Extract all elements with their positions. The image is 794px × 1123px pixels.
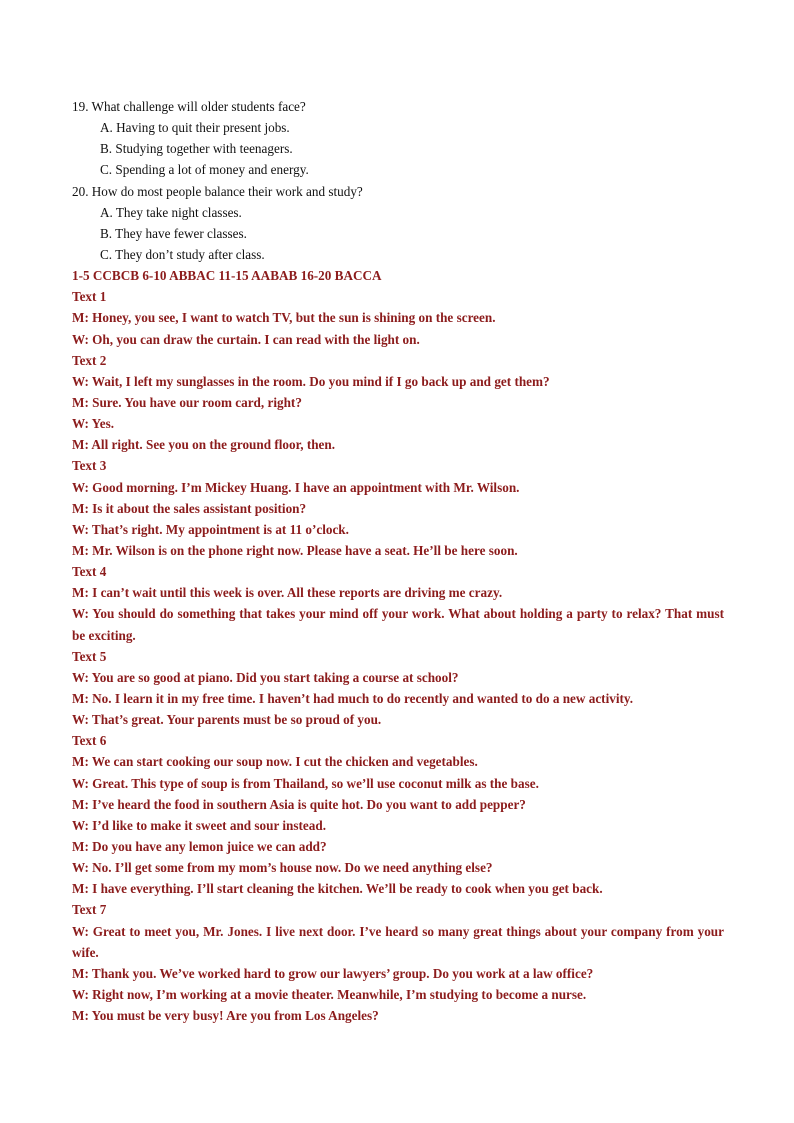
transcript-line: W: Great to meet you, Mr. Jones. I live next door. I’ve heard so many great things about your company from your wife. (72, 923, 724, 960)
transcript-line: W: I’d like to make it sweet and sour instead. (72, 817, 326, 833)
transcript-line: W: Great. This type of soup is from Thailand, so we’ll use coconut milk as the base. (72, 775, 539, 791)
transcript-line: W: Yes. (72, 416, 115, 432)
page-content (72, 96, 724, 1026)
transcript-line: M: No. I learn it in my free time. I haven’t had much to do recently and wanted to do a new activity. (72, 690, 634, 706)
transcript-line: M: All right. See you on the ground floor, then. (72, 437, 336, 453)
transcript-title-4: Text 4 (72, 564, 107, 580)
transcript-line: W: That’s great. Your parents must be so proud of you. (72, 712, 382, 728)
transcript-line: M: You must be very busy! Are you from Los Angeles? (72, 1008, 379, 1024)
transcript-line: W: No. I’ll get some from my mom’s house now. Do we need anything else? (72, 860, 493, 876)
answer-key: 1-5 CCBCB 6-10 ABBAC 11-15 AABAB 16-20 BACCA (72, 268, 382, 284)
question-20: 20. How do most people balance their work and study? (72, 183, 363, 199)
transcript-title-6: Text 6 (72, 733, 107, 749)
transcript-line: M: Sure. You have our room card, right? (72, 394, 302, 410)
transcript-line: M: Is it about the sales assistant position? (72, 500, 307, 516)
transcript-line: M: I can’t wait until this week is over. All these reports are driving me crazy. (72, 585, 503, 601)
transcript-line: M: Mr. Wilson is on the phone right now. Please have a seat. He’ll be here soon. (72, 542, 518, 558)
question-19: 19. What challenge will older students face? (72, 99, 306, 114)
transcript-line: W: That’s right. My appointment is at 11 o’clock. (72, 521, 349, 537)
question-20-option-c: C. They don’t study after class. (100, 246, 265, 262)
transcript-line: M: Thank you. We’ve worked hard to grow our lawyers’ group. Do you work at a law office? (72, 965, 594, 981)
transcript-line: M: I’ve heard the food in southern Asia is quite hot. Do you want to add pepper? (72, 796, 526, 812)
transcript-title-2: Text 2 (72, 352, 107, 368)
transcript-line: W: You are so good at piano. Did you start taking a course at school? (72, 669, 459, 685)
transcript-title-7: Text 7 (72, 902, 107, 918)
question-19-option-c: C. Spending a lot of money and energy. (100, 162, 309, 178)
transcript-title-1: Text 1 (72, 289, 107, 305)
transcript-line: M: We can start cooking our soup now. I cut the chicken and vegetables. (72, 754, 478, 770)
transcript-line: W: Good morning. I’m Mickey Huang. I have an appointment with Mr. Wilson. (72, 479, 520, 495)
transcript-line: M: Do you have any lemon juice we can add? (72, 838, 327, 854)
transcript-line: M: I have everything. I’ll start cleaning the kitchen. We’ll be ready to cook when you get back. (72, 881, 603, 897)
transcript-line: W: Right now, I’m working at a movie theater. Meanwhile, I’m studying to become a nurse. (72, 986, 587, 1002)
transcript-line: M: Honey, you see, I want to watch TV, but the sun is shining on the screen. (72, 310, 496, 326)
transcript-line: W: You should do something that takes your mind off your work. What about holding a party to relax? That must be exciting. (72, 606, 724, 643)
transcript-title-5: Text 5 (72, 648, 107, 664)
question-19-option-b: B. Studying together with teenagers. (100, 141, 293, 157)
transcript-line: W: Wait, I left my sunglasses in the room. Do you mind if I go back up and get them? (72, 373, 550, 389)
question-20-option-b: B. They have fewer classes. (100, 225, 247, 241)
question-19-option-a: A. Having to quit their present jobs. (100, 120, 290, 136)
transcript-title-3: Text 3 (72, 458, 107, 474)
transcript-line: W: Oh, you can draw the curtain. I can read with the light on. (72, 331, 420, 347)
question-20-option-a: A. They take night classes. (100, 204, 242, 220)
